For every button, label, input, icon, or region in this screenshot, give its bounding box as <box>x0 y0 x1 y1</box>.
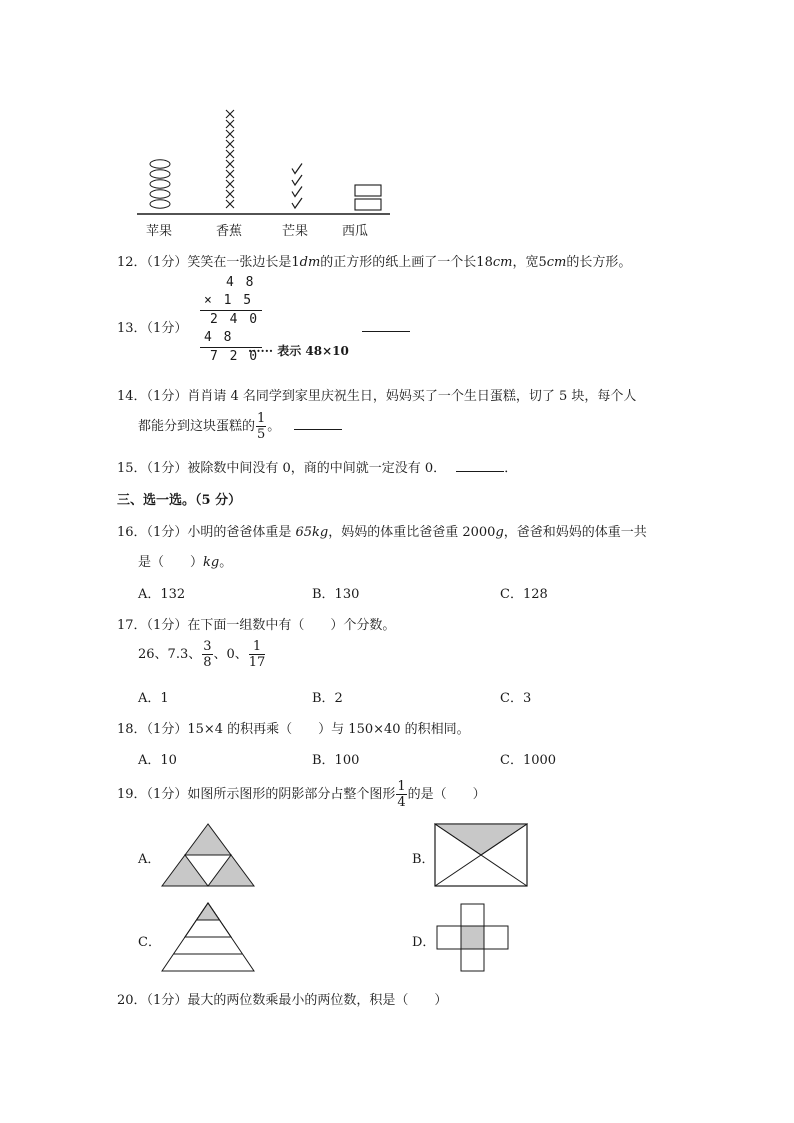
q16-text-2a: 是（ ） <box>138 555 204 570</box>
q12-text-2: 的正方形的纸上画了一个长 <box>320 255 477 270</box>
pictograph-chart <box>132 95 397 240</box>
q17-fraction-2-denominator: 17 <box>248 655 266 670</box>
question-17 <box>117 614 395 633</box>
pictograph-mark-banana <box>226 180 234 188</box>
pictograph-mark-mango <box>292 198 302 208</box>
q19-option-d-label[interactable]: D． <box>412 935 436 950</box>
q12-text-4: 的长方形。 <box>566 255 632 270</box>
q14-number: 14． <box>117 389 147 404</box>
q16-text-2b: 。 <box>219 555 233 570</box>
q17-number: 17． <box>117 618 147 633</box>
q16-option-a[interactable]: A．132 <box>138 587 186 602</box>
q19-fraction <box>396 780 406 809</box>
q16-line-2 <box>138 551 232 570</box>
q16-number: 16． <box>117 525 147 540</box>
q17-numbers-a: 26、7.3、 <box>138 647 202 662</box>
pyramid-grey-section <box>197 903 220 920</box>
q15-score: （1分） <box>146 461 188 476</box>
q19-text-1: 如图所示图形的阴影部分占整个图形 <box>187 787 396 802</box>
q19-option-a-label[interactable]: A． <box>138 852 161 867</box>
q16-option-b[interactable]: B．130 <box>312 587 360 602</box>
q14-answer-blank[interactable] <box>294 417 342 430</box>
q13-score: （1分） <box>146 321 188 336</box>
q13-row-1: 4 8 <box>226 275 256 290</box>
q15-number: 15． <box>117 461 147 476</box>
q12-value-3: 5 <box>538 255 547 270</box>
question-15 <box>117 457 517 476</box>
pictograph-mark-watermelon <box>355 199 381 210</box>
q12-number: 12． <box>117 255 147 270</box>
pictograph-mark-apple <box>150 190 170 198</box>
q13-row-2: × 1 5 <box>200 292 262 311</box>
q19-figure-d[interactable] <box>436 903 510 973</box>
q12-value-1: 1 <box>291 255 300 270</box>
q12-value-2: 18 <box>476 255 493 270</box>
question-20 <box>117 989 447 1008</box>
question-12 <box>117 251 631 270</box>
pyramid-grey-lower <box>185 920 231 937</box>
q13-row-3: 2 4 0 <box>210 312 260 327</box>
pictograph-mark-banana <box>226 120 234 128</box>
q17-numbers-b: 、0、 <box>213 647 248 662</box>
q16-text-1: 小明的爸爸体重是 <box>187 525 296 540</box>
q17-option-a[interactable]: A．1 <box>138 691 169 706</box>
cross-top <box>461 904 484 926</box>
q14-line-1: 肖肖请 4 名同学到家里庆祝生日，妈妈买了一个生日蛋糕，切了 5 块，每个人 <box>187 389 637 404</box>
q17-text: 在下面一组数中有（ ）个分数。 <box>187 618 396 633</box>
question-18 <box>117 718 470 737</box>
pictograph-label-mango: 芒果 <box>282 224 309 239</box>
q19-score: （1分） <box>146 787 188 802</box>
q12-unit-2: cm <box>492 255 513 270</box>
q15-end: ． <box>504 461 518 476</box>
q16-text-2: ，妈妈的体重比爸爸重 2000 <box>328 525 496 540</box>
pictograph-mark-mango <box>292 187 302 197</box>
q13-answer-blank[interactable] <box>362 319 410 332</box>
q13-row-4: 4 8 <box>200 329 262 348</box>
q20-score: （1分） <box>146 993 188 1008</box>
q18-option-a[interactable]: A．10 <box>138 753 177 768</box>
q12-text-1: 笑笑在一张边长是 <box>187 255 292 270</box>
q20-number: 20． <box>117 993 147 1008</box>
q17-option-c[interactable]: C．3 <box>500 691 532 706</box>
q19-option-c-label[interactable]: C． <box>138 935 161 950</box>
q17-score: （1分） <box>146 618 188 633</box>
q18-option-c[interactable]: C．1000 <box>500 753 557 768</box>
q19-figure-a[interactable] <box>160 822 256 888</box>
q18-score: （1分） <box>146 722 188 737</box>
question-19 <box>117 780 486 809</box>
cross-right <box>484 926 508 949</box>
cross-left <box>437 926 461 949</box>
q12-score: （1分） <box>146 255 188 270</box>
q19-text-2: 的是（ ） <box>407 787 486 802</box>
pictograph-label-apple: 苹果 <box>146 224 173 239</box>
q12-unit-3: cm <box>546 255 567 270</box>
pictograph-mark-banana <box>226 140 234 148</box>
q13-label <box>117 317 187 336</box>
q17-fraction-1-denominator: 8 <box>203 655 212 670</box>
q16-unit-2: g <box>495 525 504 540</box>
q13-note: ······ 表示 48×10 <box>248 344 349 358</box>
pictograph-mark-banana <box>226 110 234 118</box>
cross-bottom <box>461 949 484 971</box>
q16-score: （1分） <box>146 525 188 540</box>
pictograph-mark-apple <box>150 160 170 168</box>
q14-score: （1分） <box>146 389 188 404</box>
q14-text-2a: 都能分到这块蛋糕的 <box>138 419 256 434</box>
q14-fraction-numerator: 1 <box>257 411 266 426</box>
q14-line-2 <box>138 412 342 441</box>
q19-figure-c[interactable] <box>160 901 256 973</box>
pictograph-mark-apple <box>150 170 170 178</box>
q14-fraction <box>256 412 266 441</box>
cross-center-shaded <box>461 926 484 949</box>
q12-text-3: ，宽 <box>512 255 539 270</box>
q12-unit-1: dm <box>299 255 321 270</box>
q17-numbers <box>138 640 266 669</box>
pictograph-mark-mango <box>292 164 302 174</box>
q16-unit-1: kg <box>312 525 329 540</box>
q16-value-1: 65 <box>295 525 313 540</box>
q19-option-b-label[interactable]: B． <box>412 852 435 867</box>
q17-fraction-2-numerator: 1 <box>249 640 266 655</box>
pictograph-mark-banana <box>226 200 234 208</box>
q14-fraction-denominator: 5 <box>257 427 266 442</box>
q18-option-b[interactable]: B．100 <box>312 753 360 768</box>
pictograph-mark-apple <box>150 200 170 208</box>
pictograph-mark-banana <box>226 130 234 138</box>
q17-fraction-1 <box>202 640 212 669</box>
section-3-heading: 三、选一选。（5 分） <box>117 493 242 508</box>
q17-fraction-1-numerator: 3 <box>203 639 212 654</box>
pictograph-mark-banana <box>226 190 234 198</box>
q13-number: 13． <box>117 321 147 336</box>
q17-option-b[interactable]: B．2 <box>312 691 343 706</box>
q13-row-5: 7 2 0 <box>210 349 260 364</box>
pictograph-mark-apple <box>150 180 170 188</box>
q19-figure-b[interactable] <box>434 823 528 887</box>
pictograph-mark-watermelon <box>355 185 381 196</box>
q19-number: 19． <box>117 787 147 802</box>
q20-text: 最大的两位数乘最小的两位数，积是（ ） <box>187 993 448 1008</box>
q16-option-c[interactable]: C．128 <box>500 587 548 602</box>
pictograph-mark-mango <box>292 175 302 185</box>
pictograph-mark-banana <box>226 170 234 178</box>
question-14 <box>117 385 636 404</box>
pictograph-mark-banana <box>226 150 234 158</box>
pictograph-label-banana: 香蕉 <box>216 224 243 239</box>
question-16 <box>117 521 647 540</box>
q18-text: 15×4 的积再乘（ ）与 150×40 的积相同。 <box>187 722 470 737</box>
q15-answer-blank[interactable] <box>456 459 504 472</box>
q16-unit-3: kg <box>203 555 220 570</box>
q14-text-2b: 。 <box>267 419 281 434</box>
q15-text: 被除数中间没有 0，商的中间就一定没有 0． <box>187 461 447 476</box>
q16-text-3: ，爸爸和妈妈的体重一共 <box>503 525 647 540</box>
q17-fraction-2 <box>249 640 266 669</box>
q19-fraction-denominator: 4 <box>397 795 406 810</box>
q18-number: 18． <box>117 722 147 737</box>
pictograph-label-watermelon: 西瓜 <box>342 224 369 239</box>
pictograph-mark-banana <box>226 160 234 168</box>
q19-fraction-numerator: 1 <box>397 779 406 794</box>
